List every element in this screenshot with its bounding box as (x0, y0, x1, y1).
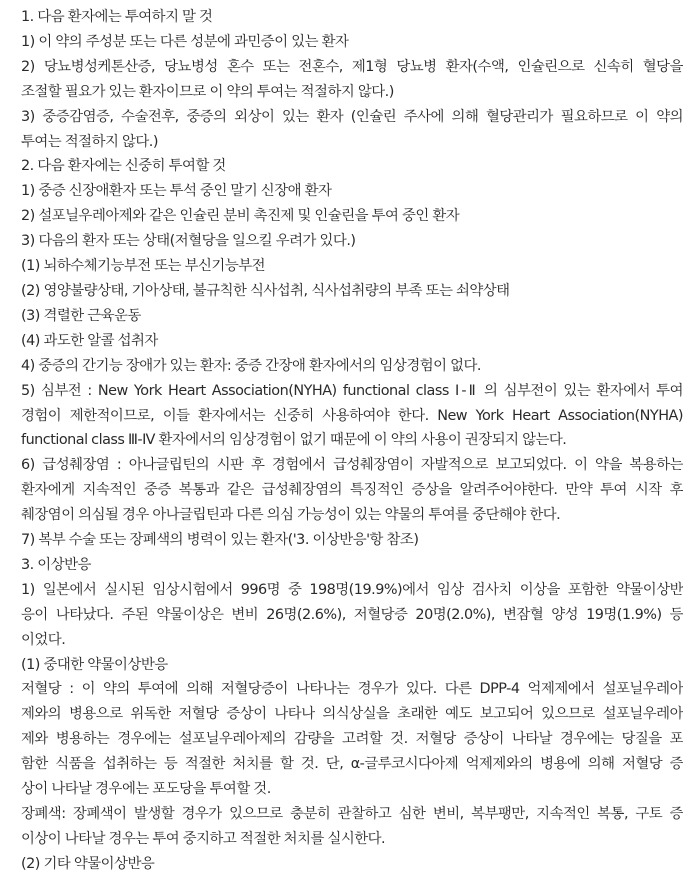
text-line: 제와 병용하는 경우에는 설포닐우레아제의 감량을 고려할 것. 저혈당 증상이 나타날 경우에는 당질을 포 (21, 731, 683, 748)
text-line: (1) 중대한 약물이상반응 (21, 656, 168, 673)
text-line: 상이 나타날 경우에는 포도당을 투여할 것. (21, 781, 271, 798)
text-line: 제와의 병용으로 위독한 저혈당 증상이 나타나 의식상실을 초래한 예도 보고되어 있으므로 설포닐우레아 (21, 706, 683, 723)
text-line: 4) 중증의 간기능 장애가 있는 환자: 중증 간장애 환자에서의 임상경험이 없다. (21, 357, 481, 374)
text-line: 3) 중증감염증, 수술전후, 중증의 외상이 있는 환자 (인슐린 주사에 의해 혈당관리가 필요하므로 이 약의 (21, 108, 683, 125)
text-line: 2. 다음 환자에는 신중히 투여할 것 (21, 158, 226, 175)
text-line: 1) 중증 신장애환자 또는 투석 중인 말기 신장애 환자 (21, 183, 332, 200)
text-line: 조절할 필요가 있는 환자이므로 이 약의 투여는 적절하지 않다.) (21, 83, 394, 100)
text-line: 2) 설포닐우레아제와 같은 인슐린 분비 촉진제 및 인슐린을 투여 중인 환자 (21, 208, 460, 225)
text-line: 이상이 나타날 경우는 투여 중지하고 적절한 처치를 실시한다. (21, 830, 386, 847)
text-line: 7) 복부 수술 또는 장폐색의 병력이 있는 환자('3. 이상반응'항 참조) (21, 532, 419, 549)
text-line: (4) 과도한 알콜 섭취자 (21, 332, 158, 349)
text-line: 함한 식품을 섭취하는 등 적절한 처치를 할 것. 단, α-글루코시다아제 억제제와의 병용에 의해 저혈당 증 (21, 756, 683, 773)
text-line: 5) 심부전 : New York Heart Association(NYHA) functional class Ⅰ-Ⅱ 의 심부전이 있는 환자에서 투여 (21, 382, 683, 399)
text-line: 경험이 제한적이므로, 이들 환자에서는 신중히 사용하여야 한다. New York Heart Association(NYHA) (21, 407, 683, 424)
text-line: 3. 이상반응 (21, 556, 91, 573)
text-line: 장폐색: 장폐색이 발생할 경우가 있으므로 충분히 관찰하고 심한 변비, 복부팽만, 지속적인 복통, 구토 증 (21, 806, 683, 822)
text-line: 2) 당뇨병성케톤산증, 당뇨병성 혼수 또는 전혼수, 제1형 당뇨병 환자(수액, 인슐린으로 신속히 혈당을 (21, 58, 683, 75)
text-line: 췌장염이 의심될 경우 아나글립틴과 다른 의심 가능성이 있는 약물의 투여를 중단해야 한다. (21, 507, 561, 524)
text-line: 3) 다음의 환자 또는 상태(저혈당을 일으킬 우려가 있다.) (21, 233, 356, 250)
text-line: 저혈당 : 이 약의 투여에 의해 저혈당증이 나타나는 경우가 있다. 다른 DPP-4 억제제에서 설포닐우레아 (21, 681, 683, 698)
text-line: (3) 격렬한 근육운동 (21, 307, 141, 324)
text-line: 1) 일본에서 실시된 임상시험에서 996명 중 198명(19.9%)에서 임상 검사치 이상을 포함한 약물이상반 (21, 581, 683, 598)
text-line: 투여는 적절하지 않다.) (21, 133, 158, 150)
text-line: 1. 다음 환자에는 투여하지 말 것 (21, 9, 213, 25)
text-line: 응이 나타났다. 주된 약물이상은 변비 26명(2.6%), 저혈당증 20명(2.0%), 변잠혈 양성 19명(1.9%) 등 (21, 606, 683, 623)
text-line: 환자에게 지속적인 중증 복통과 같은 급성췌장염의 특징적인 증상을 알려주어야한다. 만약 투여 시작 후 (21, 482, 683, 499)
text-line: 이었다. (21, 631, 66, 648)
text-line: (2) 기타 약물이상반응 (21, 855, 155, 872)
text-line: 1) 이 약의 주성분 또는 다른 성분에 과민증이 있는 환자 (21, 33, 349, 50)
text-line: (1) 뇌하수체기능부전 또는 부신기능부전 (21, 258, 266, 275)
text-line: functional class Ⅲ-Ⅳ 환자에서의 임상경험이 없기 때문에 이 약의 사용이 권장되지 않는다. (21, 432, 567, 449)
text-line: (2) 영양불량상태, 기아상태, 불규칙한 식사섭취, 식사섭취량의 부족 또는 쇠약상태 (21, 282, 510, 299)
text-line: 6) 급성췌장염 : 아나글립틴의 시판 후 경험에서 급성췌장염이 자발적으로 보고되었다. 이 약을 복용하는 (21, 457, 683, 474)
